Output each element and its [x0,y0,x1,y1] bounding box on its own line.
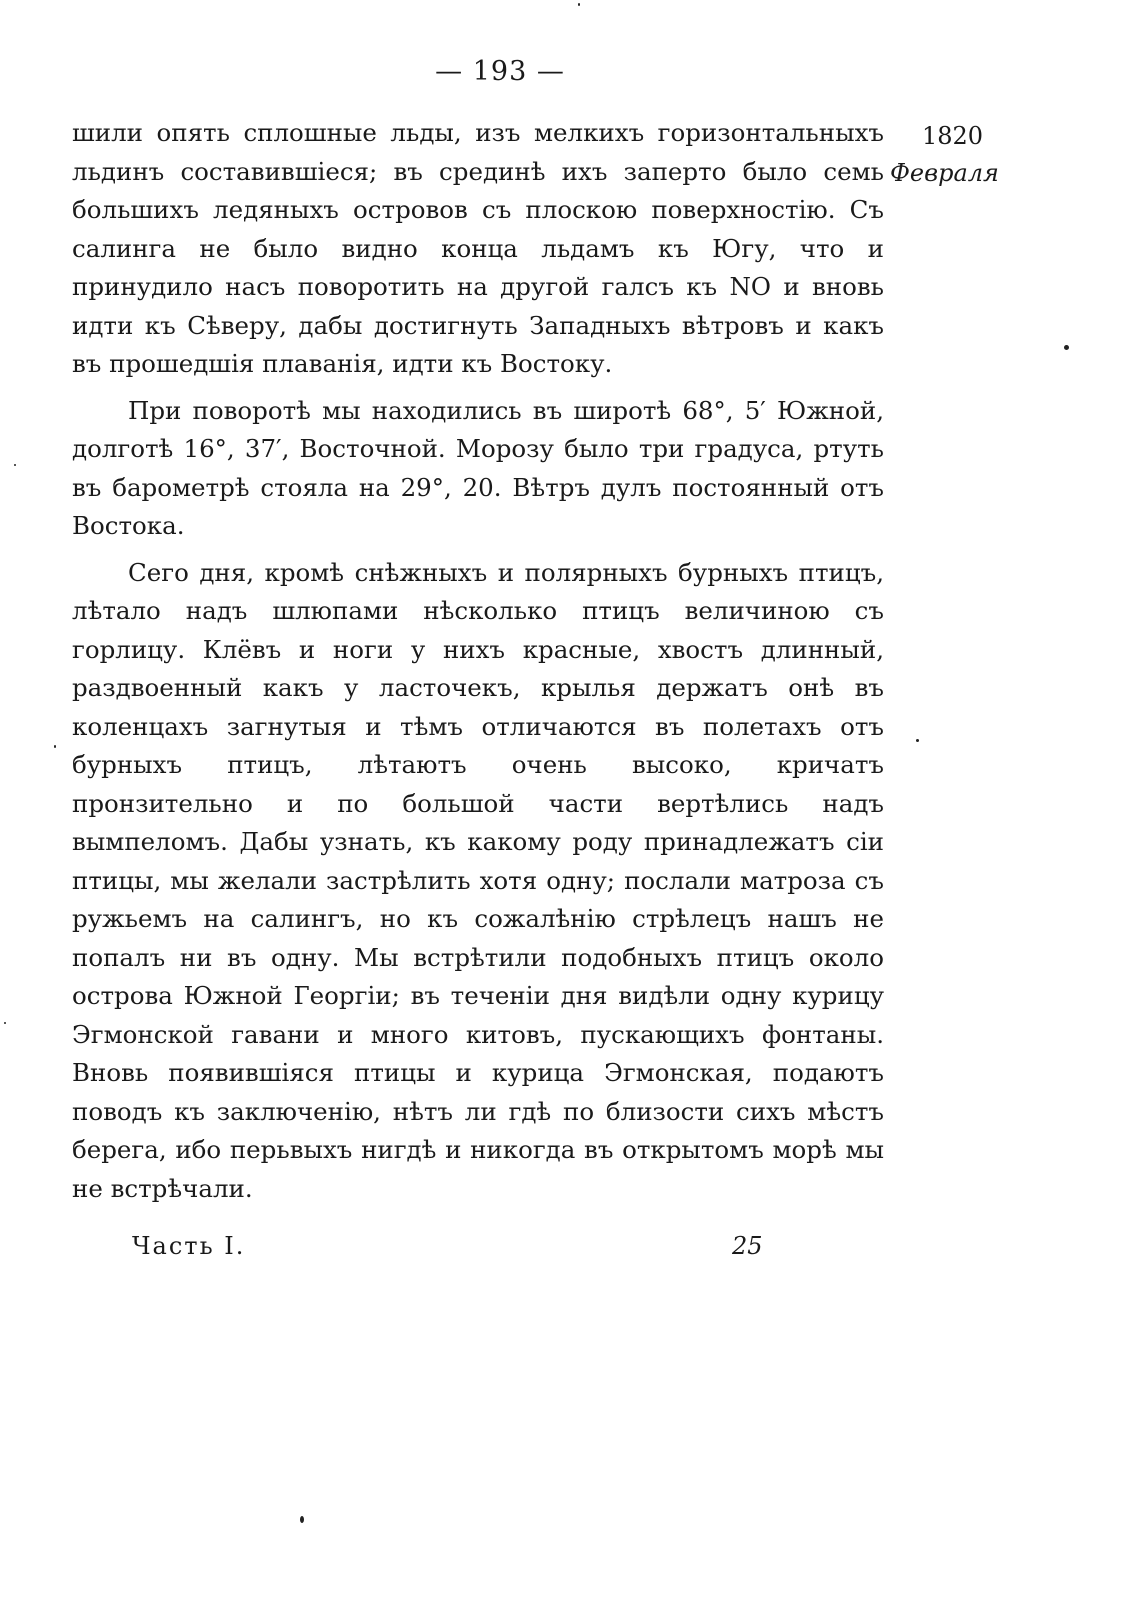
scan-speck [916,739,919,742]
scan-speck [4,1022,6,1024]
margin-note [880,118,1020,192]
signature-mark: 25 [732,1232,763,1260]
scan-speck [14,464,16,466]
body-text [72,114,884,1216]
scan-speck [578,3,580,6]
paragraph-3: Сего дня, кромѣ снѣжныхъ и полярныхъ бурныхъ птицъ, лѣтало надъ шлюпами нѣсколько птицъ величиною съ горлицу. Клёвъ и ноги у нихъ красные, хвостъ длинный, раздвоенный какъ у ласточекъ, крылья держатъ онѣ въ коленцахъ загнутыя и тѣмъ отличаются въ полетахъ отъ бурныхъ птицъ, лѣтаютъ очень высоко, кричатъ пронзительно и по большой части вертѣлись надъ вымпеломъ. Дабы узнать, къ какому роду принадлежатъ сіи птицы, мы желали застрѣлить хотя одну; послали матроза съ ружьемъ на салингъ, но къ сожалѣнію стрѣлецъ нашъ не попалъ ни въ одну. Мы встрѣтили подобныхъ птицъ около острова Южной Георгіи; въ теченіи дня видѣли одну курицу Эгмонской гавани и много китовъ, пускающихъ фонтаны. Вновь появившіяся птицы и курица Эгмонская, подаютъ поводъ къ заключенію, нѣтъ ли гдѣ по близости сихъ мѣстъ берега, ибо перьвыхъ нигдѣ и никогда въ открытомъ морѣ мы не встрѣчали. [72,557,884,1203]
paragraph-1: шили опять сплошные льды, изъ мелкихъ горизонтальныхъ льдинъ составившіеся; въ срединѣ ихъ заперто было семь большихъ ледяныхъ островов съ плоскою поверхностію. Съ салинга не было видно конца льдамъ къ Югу, что и принудило насъ поворотить на другой галсъ къ NO и вновь идти къ Сѣверу, дабы достигнуть Западныхъ вѣтровъ и какъ въ прошедшія плаванія, идти къ Востоку. [72,118,884,378]
scan-speck [300,1516,304,1523]
scan-speck [1064,345,1069,350]
part-label: Часть I. [132,1232,246,1260]
margin-note-year: 1820 [922,122,984,150]
page-number: — 193 — [435,56,565,87]
margin-note-month: Февраля [890,159,999,187]
scan-speck [54,745,56,748]
paragraph-2: При поворотѣ мы находились въ широтѣ 68°, 5′ Южной, долготѣ 16°, 37′, Восточной. Морозу было три градуса, ртуть въ барометрѣ стояла на 29°, 20. Вѣтръ дулъ постоянный отъ Востока. [72,395,884,540]
page-footer [132,1232,772,1260]
